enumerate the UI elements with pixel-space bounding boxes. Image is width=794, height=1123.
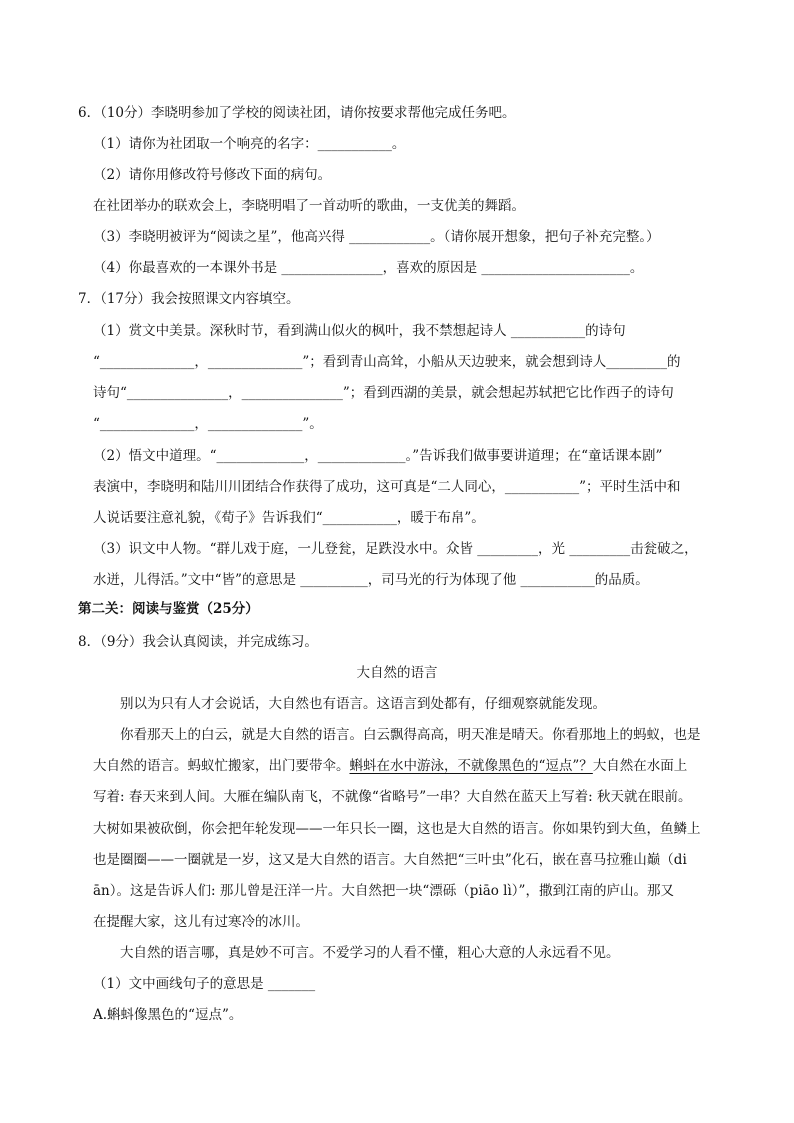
passage-text: 大自然的语言。蚂蚁忙搬家，出门要带伞。: [93, 758, 350, 774]
q7-line: （1）赏文中美景。深秋时节，看到满山似火的枫叶，我不禁想起诗人 ___________的诗句: [93, 323, 626, 339]
q7-line: （2）悟文中道理。“_____________，_____________。”告诉我们做事要讲道理；在“童话课本剧”: [93, 448, 663, 464]
passage-line: 你看那天上的白云，就是大自然的语言。白云飘得高高，明天准是晴天。你看那地上的蚂蚁，也是: [120, 727, 701, 743]
q8-title: 8．（9分）我会认真阅读，并完成练习。: [78, 634, 318, 650]
q7-title: 7．（17分）我会按照课文内容填空。: [78, 291, 300, 307]
passage-paragraph: 大自然的语言哪，真是妙不可言。不爱学习的人看不懂，粗心大意的人永远看不见。: [120, 945, 620, 961]
q7-line: 诗句“_______________，_______________”；看到西湖的美景，就会想起苏轼把它比作西子的诗句: [93, 385, 674, 401]
passage-text: 大自然在水面上: [592, 758, 688, 774]
q7-line: “______________，______________”；看到青山高耸，小船从天边驶来，就会想到诗人_________的: [93, 354, 681, 370]
section-heading: 第二关：阅读与鉴赏（25分）: [78, 601, 259, 617]
passage-paragraph: 别以为只有人才会说话，大自然也有语言。这语言到处都有，仔细观察就能发现。: [120, 696, 606, 712]
q7-line: （3）识文中人物。“群儿戏于庭，一儿登瓮，足跌没水中。众皆 _________，光 _________击瓮破之，: [93, 541, 698, 557]
passage-line: 也是圈圈——一圈就是一岁，这又是大自然的语言。大自然把“三叶虫”化石，嵌在喜马拉雅山巅（di: [93, 852, 687, 868]
q8-sub1: （1）文中画线句子的意思是 _______: [93, 976, 316, 992]
passage-line: [93, 756, 687, 776]
q6-sub3: （3）李晓明被评为“阅读之星”，他高兴得 ____________。（请你展开想象，把句子补充完整。）: [93, 229, 660, 245]
q6-sub4: （4）你最喜欢的一本课外书是 _______________，喜欢的原因是 ______________________。: [93, 260, 644, 276]
passage-line: 大树如果被砍倒，你会把年轮发现——一年只长一圈，这也是大自然的语言。你如果钓到大鱼，鱼鳞上: [93, 821, 701, 837]
passage-line: 在提醒大家，这儿有过寒冷的冰川。: [93, 914, 309, 930]
option-a: A.蝌蚪像黑色的“逗点”。: [93, 1007, 243, 1023]
q6-sub2-sentence: 在社团举办的联欢会上，李晓明唱了一首动听的歌曲，一支优美的舞蹈。: [93, 198, 525, 214]
q6-title: 6．（10分）李晓明参加了学校的阅读社团，请你按要求帮他完成任务吧。: [78, 105, 516, 121]
q7-line: “______________，______________”。: [93, 416, 323, 432]
q7-line: 表演中，李晓明和陆川川团结合作获得了成功，这可真是“二人同心，___________”；平时生活中和: [93, 479, 681, 495]
q7-line: 水迸，儿得活。”文中“皆”的意思是 __________，司马光的行为体现了他 ___________的品质。: [93, 572, 649, 588]
passage-line: ān）。这是告诉人们: 那儿曾是汪洋一片。大自然把一块“漂砾（piāo lì）”，撒到江南的庐山。那又: [93, 883, 674, 899]
q6-sub2: （2）请你用修改符号修改下面的病句。: [93, 167, 332, 183]
q7-line: 人说话要注意礼貌，《荀子》告诉我们“___________，暖于布帛”。: [93, 510, 485, 526]
underlined-sentence: 蝌蚪在水中游泳，不就像黑色的“逗点”？: [349, 758, 593, 774]
passage-line: 写着: 春天来到人间。大雁在编队南飞，不就像“省略号”一串？大自然在蓝天上写着: 秋天就在眼前。: [93, 789, 692, 805]
passage-title: 大自然的语言: [356, 665, 438, 681]
q6-sub1: （1）请你为社团取一个响亮的名字：___________。: [93, 136, 406, 152]
